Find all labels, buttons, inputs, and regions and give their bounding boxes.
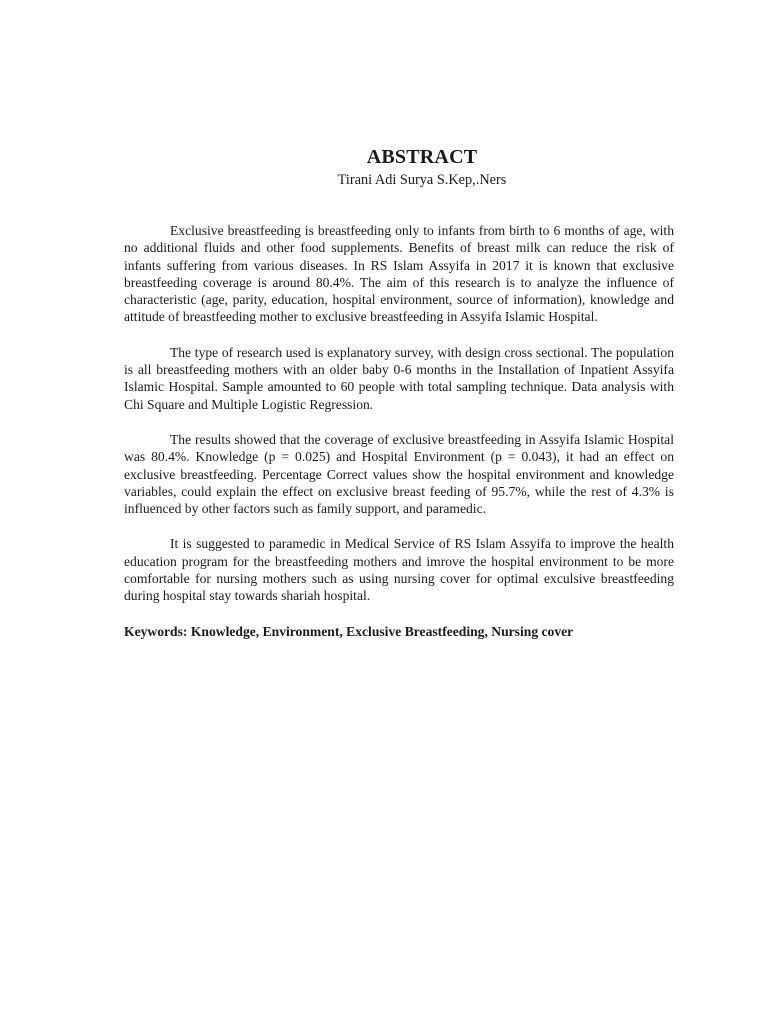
keywords-line: Keywords: Knowledge, Environment, Exclusive Breastfeeding, Nursing cover	[124, 623, 574, 639]
abstract-body	[124, 222, 674, 640]
paragraph-suggestion: It is suggested to paramedic in Medical Service of RS Islam Assyifa to improve the health education program for the breastfeeding mothers and imrove the hospital environment to be more comfortable for nursing mothers such as using nursing cover for optimal exculsive breastfeeding during hospital stay towards shariah hospital.	[124, 536, 674, 604]
author-line: Tirani Adi Surya S.Kep,.Ners	[337, 172, 507, 188]
paragraph-background: Exclusive breastfeeding is breastfeeding only to infants from birth to 6 months of age, with no additional fluids and other food supplements. Benefits of breast milk can reduce the risk of infants suffering from various diseases. In RS Islam Assyifa in 2017 it is known that exclusive breastfeeding coverage is around 80.4%. The aim of this research is to analyze the influence of characteristic (age, parity, education, hospital environment, source of information), knowledge and attitude of breastfeeding mother to exclusive breastfeeding in Assyifa Islamic Hospital.	[124, 223, 674, 325]
paragraph-methods: The type of research used is explanatory survey, with design cross sectional. The population is all breastfeeding mothers with an older baby 0-6 months in the Installation of Inpatient Assyifa Islamic Hospital. Sample amounted to 60 people with total sampling technique. Data analysis with Chi Square and Multiple Logistic Regression.	[124, 344, 674, 412]
paragraph-results: The results showed that the coverage of exclusive breastfeeding in Assyifa Islamic Hospital was 80.4%. Knowledge (p = 0.025) and Hospital Environment (p = 0.043), it had an effect on exclusive breastfeeding. Percentage Correct values show the hospital environment and knowledge variables, could explain the effect on exclusive breast feeding of 95.7%, while the rest of 4.3% is influenced by other factors such as family support, and paramedic.	[124, 431, 674, 517]
abstract-title: ABSTRACT	[366, 146, 478, 168]
